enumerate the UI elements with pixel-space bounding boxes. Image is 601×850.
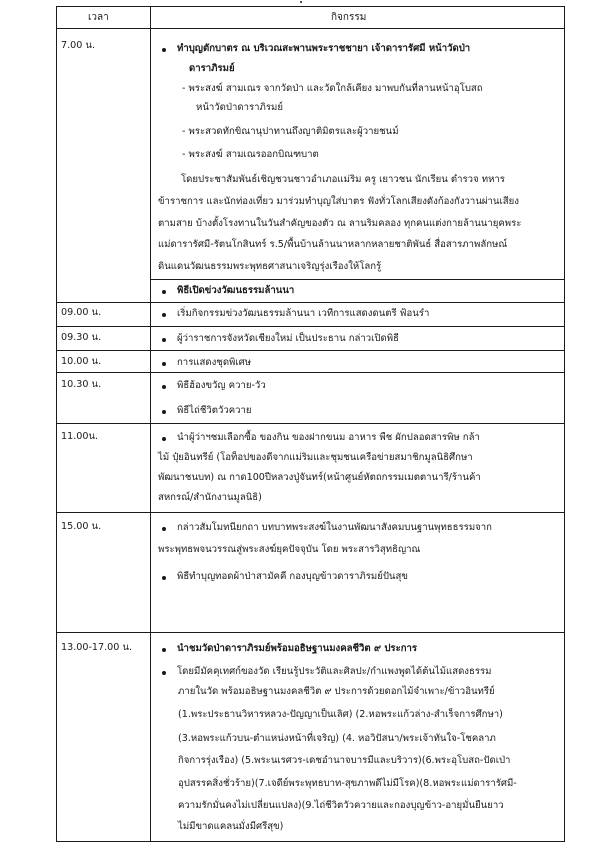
time-row-0: 7.00 น. bbox=[61, 40, 96, 51]
activity-line: - พระสงฆ์ สามเณร จากวัดป่า และวัดใกล้เคียง มาพบกันที่ลานหน้าอุโบสถ bbox=[182, 83, 483, 94]
row-divider bbox=[56, 326, 565, 327]
bullet-icon bbox=[162, 338, 166, 342]
activity-line: กล่าวสัมโมทนียกถา บทบาทพระสงฆ์ในงานพัฒนาสังคมบนฐานพุทธธรรมจาก bbox=[177, 522, 492, 533]
time-row-3: 09.30 น. bbox=[61, 332, 102, 343]
activity-line: สหกรณ์/สำนักงานมูลนิธิ) bbox=[158, 492, 262, 503]
bullet-icon bbox=[162, 290, 166, 294]
activity-line: โดยมีมัคคุเทศก์ของวัด เรียนรู้ประวัติและศิลปะ/กำแพงพูดได้ต้นไม้แสดงธรรม bbox=[177, 666, 492, 677]
activity-line: ไม้ ปุ๋ยอินทรีย์ (โอท็อปของดีจากแม่ริมและชุมชนเครือข่ายสมาชิกมูลนิธิศึกษา bbox=[158, 452, 473, 463]
activity-line: - พระสวดทักขิณานุปาทานถึงญาติมิตรและผู้วายชนม์ bbox=[182, 126, 399, 137]
activity-line: พระพุทธพจนวรรณสู่พระสงฆ์ยุคปัจจุบัน โดย พระสารวิสุทธิญาณ bbox=[158, 544, 421, 555]
activity-line: ภายในวัด พร้อมอธิษฐานมงคลชีวิต ๙ ประการด้วยดอกไม้จำเพาะ/ข้าวอินทรีย์ bbox=[178, 686, 495, 697]
activity-line: พัฒนาชนบท) ณ กาด100ปีหลวงปู่จันทร์(หน้าศูนย์หัตถกรรมเมตตานารี/ร้านค้า bbox=[158, 472, 481, 483]
row-divider bbox=[150, 279, 565, 280]
activity-line: ไม่มีขาดแคลนมั่งมีศรีสุข) bbox=[178, 821, 284, 832]
activity-line: อุปสรรคสิ่งชั่วร้าย)(7.เจดีย์พระพุทธบาท-สุขภาพดีไม่มีโรค)(8.หอพระแม่ดารารัศมี- bbox=[178, 778, 517, 789]
bullet-icon bbox=[162, 385, 166, 389]
activity-line: ข้าราชการ และนักท่องเที่ยว มาร่วมทำบุญใส่บาตร ฟังทั่วโลกเสียงดังก้องกังวานผ่านเสียง bbox=[158, 196, 519, 207]
activity-line: กิจการรุ่งเรือง) (5.พระนเรศวร-เดชอำนาจบารมีและบริวาร)(6.พระอุโบสถ-ปัดเป่า bbox=[178, 755, 511, 766]
activity-line: พิธีเปิดข่วงวัฒนธรรมล้านนา bbox=[177, 285, 295, 296]
row-divider bbox=[56, 512, 565, 513]
time-row-5: 10.30 น. bbox=[61, 379, 102, 390]
bullet-icon bbox=[162, 313, 166, 317]
activity-line: แม่ดารารัศมี-รัตนโกสินทร์ ร.5/พื้นบ้านล้านนาหลากหลายชาติพันธ์ สื่อสารภาพลักษณ์ bbox=[158, 239, 508, 250]
activity-line: พิธีทำบุญทอดผ้าป่าสามัคคี กองบุญข้าวดาราภิรมย์ปันสุข bbox=[177, 571, 408, 582]
time-row-7: 15.00 น. bbox=[61, 521, 102, 532]
activity-line: ผู้ว่าราชการจังหวัดเชียงใหม่ เป็นประธาน กล่าวเปิดพิธี bbox=[177, 333, 399, 344]
row-divider bbox=[56, 350, 565, 351]
activity-line: ตามสาย บ้างตั้งโรงทานในวันสำคัญของตัว ณ ลานริมคลอง ทุกคนแต่งกายล้านนายุคพระ bbox=[158, 218, 522, 229]
row-divider bbox=[56, 423, 565, 424]
bullet-icon bbox=[162, 671, 166, 675]
activity-line: การแสดงชุดพิเศษ bbox=[177, 357, 252, 368]
header-activity: กิจกรรม bbox=[331, 12, 367, 23]
bullet-icon bbox=[162, 48, 166, 52]
activity-line: พิธีฮ้องขวัญ ควาย-วัว bbox=[177, 380, 266, 391]
row-divider bbox=[56, 372, 565, 373]
bullet-icon bbox=[162, 648, 166, 652]
header-time: เวลา bbox=[88, 12, 109, 23]
activity-line: โดยประชาสัมพันธ์เชิญชวนชาวอำเภอแม่ริม ครู เยาวชน นักเรียน ตำรวจ ทหาร bbox=[181, 174, 505, 185]
bullet-icon bbox=[162, 410, 166, 414]
activity-line: - พระสงฆ์ สามเณรออกบิณฑบาต bbox=[182, 149, 319, 160]
activity-line: ความรักมั่นคงไม่เปลี่ยนแปลง)(9.ไถ่ชีวิตวัวควายและกองบุญข้าว-อายุมั่นยืนยาว bbox=[178, 800, 504, 811]
activity-line: (3.หอพระแก้วบน-ตำแหน่งหน้าที่เจริญ) (4. หอวิปัสนา/พระเจ้าทันใจ-โชคลาภ bbox=[178, 733, 496, 744]
bullet-icon bbox=[162, 437, 166, 441]
table-border-right bbox=[564, 6, 565, 842]
activity-line: (1.พระประธานวิหารหลวง-ปัญญาเป็นเลิศ) (2.หอพระแก้วล่าง-สำเร็จการศึกษา) bbox=[178, 709, 503, 720]
scan-speck bbox=[300, 1, 302, 3]
table-border-bottom bbox=[56, 841, 565, 842]
column-divider bbox=[150, 6, 151, 842]
time-row-2: 09.00 น. bbox=[61, 307, 102, 318]
time-row-6: 11.00น. bbox=[61, 431, 99, 442]
activity-line: ดาราภิรมย์ bbox=[189, 63, 235, 74]
bullet-icon bbox=[162, 527, 166, 531]
activity-line: ดินแดนวัฒนธรรมพระพุทธศาสนาเจริญรุ่งเรืองให้โลกรู้ bbox=[158, 261, 382, 272]
time-row-8: 13.00-17.00 น. bbox=[61, 642, 133, 653]
bullet-icon bbox=[162, 362, 166, 366]
activity-line: พิธีไถ่ชีวิตวัวควาย bbox=[177, 405, 252, 416]
row-divider bbox=[56, 28, 565, 29]
activity-line: หน้าวัดป่าดาราภิรมย์ bbox=[196, 102, 283, 113]
row-divider bbox=[56, 302, 565, 303]
bullet-icon bbox=[162, 576, 166, 580]
activity-line: นำชมวัดป่าดาราภิรมย์พร้อมอธิษฐานมงคลชีวิต ๙ ประการ bbox=[177, 643, 418, 654]
row-divider bbox=[56, 632, 565, 633]
activity-line: ทำบุญตักบาตร ณ บริเวณสะพานพระราชชายา เจ้าดารารัศมี หน้าวัดป่า bbox=[177, 43, 471, 54]
activity-line: เริ่มกิจกรรมข่วงวัฒนธรรมล้านนา เวทีการแสดงดนตรี ฟ้อนรำ bbox=[177, 308, 430, 319]
table-border-left bbox=[56, 6, 57, 842]
activity-line: นำผู้ว่าฯชมเลือกซื้อ ของกิน ของฝากขนม อาหาร พืช ผักปลอดสารพิษ กล้า bbox=[177, 432, 480, 443]
table-border-top bbox=[56, 6, 565, 7]
time-row-4: 10.00 น. bbox=[61, 356, 102, 367]
